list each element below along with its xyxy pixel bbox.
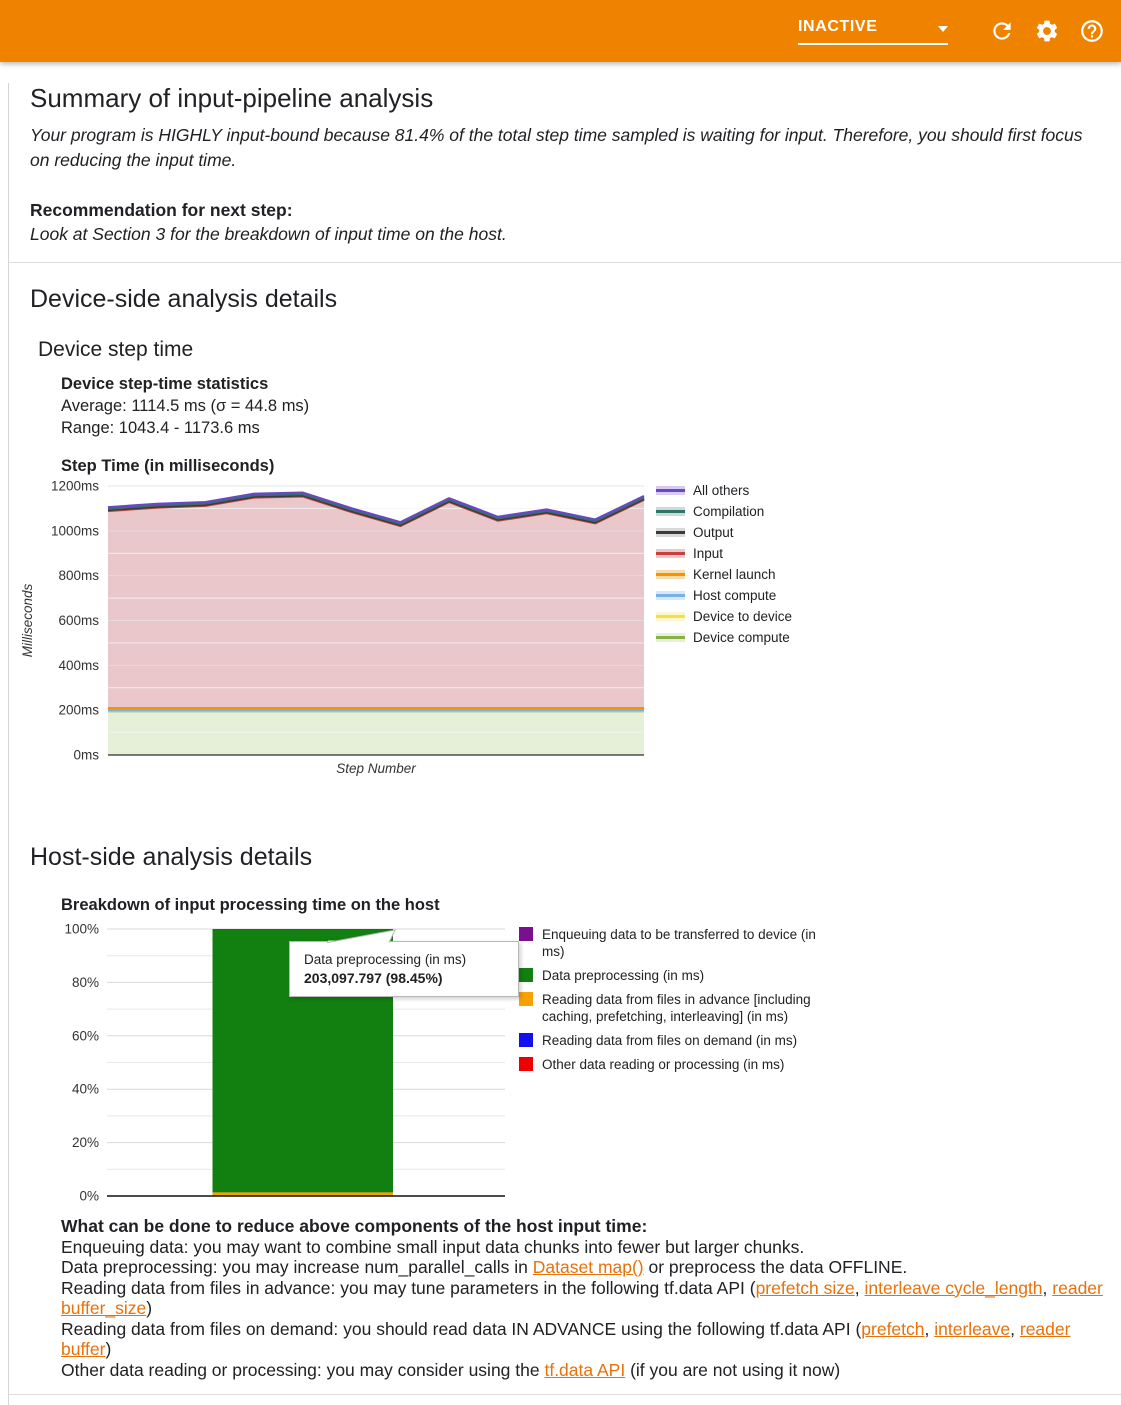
legend-item [519, 1032, 871, 1049]
legend-label: Device to device [693, 609, 792, 624]
legend-item [519, 991, 871, 1025]
advice-link[interactable]: prefetch size [756, 1278, 855, 1298]
host-chart-title: Breakdown of input processing time on the host [61, 896, 1121, 915]
legend-label: Data preprocessing (in ms) [542, 967, 704, 984]
legend-item [656, 588, 792, 603]
legend-item [656, 630, 792, 645]
recommendation-label: Recommendation for next step: [30, 200, 1121, 221]
step-time-svg [18, 478, 656, 778]
legend-swatch [656, 549, 685, 558]
advice-text: ) [105, 1339, 111, 1359]
legend-swatch [656, 528, 685, 537]
legend-item [519, 926, 871, 960]
advice-link[interactable]: tf.data API [544, 1360, 625, 1380]
legend-swatch [519, 1057, 533, 1071]
advice-lines [61, 1237, 1106, 1381]
legend-item [656, 567, 792, 582]
advice-text: or preprocess the data OFFLINE. [644, 1257, 908, 1277]
stats-range: Range: 1043.4 - 1173.6 ms [61, 417, 1121, 439]
advice-text: Reading data from files in advance: you may tune parameters in the following tf.data API ( [61, 1278, 756, 1298]
legend-item [656, 504, 792, 519]
status-dropdown[interactable] [798, 18, 948, 45]
device-section-title: Device-side analysis details [30, 285, 1121, 314]
advice-text: Reading data from files on demand: you should read data IN ADVANCE using the following tf.data API ( [61, 1319, 861, 1339]
advice-link[interactable]: prefetch [861, 1319, 924, 1339]
host-breakdown-chart [59, 919, 1121, 1206]
svg-text:600ms: 600ms [58, 613, 99, 628]
device-step-time-stats [61, 373, 1121, 439]
legend-label: Input [693, 546, 723, 561]
legend-item [656, 609, 792, 624]
advice-text: Enqueuing data: you may want to combine small input data chunks into fewer but larger chunks. [61, 1237, 804, 1257]
legend-swatch [519, 968, 533, 982]
legend-item [519, 967, 871, 984]
svg-text:1200ms: 1200ms [51, 479, 99, 494]
refresh-icon[interactable] [989, 18, 1015, 44]
tooltip-value: 203,097.797 (98.45%) [304, 970, 504, 986]
host-advice [61, 1216, 1106, 1380]
advice-line [61, 1237, 1106, 1258]
legend-label: Reading data from files in advance [including caching, prefetching, interleaving] (in ms) [542, 991, 842, 1025]
advice-line [61, 1257, 1106, 1278]
svg-text:60%: 60% [72, 1028, 99, 1043]
legend-swatch [656, 486, 685, 495]
chart-tooltip [289, 941, 519, 997]
legend-swatch [656, 591, 685, 600]
tooltip-series-name: Data preprocessing (in ms) [304, 952, 504, 967]
svg-text:Milliseconds: Milliseconds [20, 583, 35, 657]
svg-text:80%: 80% [72, 975, 99, 990]
legend-swatch [656, 633, 685, 642]
host-chart-legend [519, 926, 871, 1206]
svg-text:Step Number: Step Number [336, 761, 416, 776]
help-icon[interactable] [1079, 18, 1105, 44]
toolbar [0, 0, 1121, 62]
content-card [8, 83, 1121, 1405]
legend-label: All others [693, 483, 749, 498]
legend-swatch [656, 507, 685, 516]
advice-text: Other data reading or processing: you may consider using the [61, 1360, 544, 1380]
svg-text:200ms: 200ms [58, 703, 99, 718]
legend-swatch [656, 570, 685, 579]
advice-text: , [855, 1278, 865, 1298]
legend-label: Other data reading or processing (in ms) [542, 1056, 784, 1073]
stats-average: Average: 1114.5 ms (σ = 44.8 ms) [61, 395, 1121, 417]
legend-label: Output [693, 525, 734, 540]
legend-label: Compilation [693, 504, 764, 519]
step-time-chart-legend [656, 483, 792, 783]
legend-swatch [656, 612, 685, 621]
svg-text:40%: 40% [72, 1082, 99, 1097]
summary-section [9, 83, 1121, 245]
advice-text: , [1043, 1278, 1053, 1298]
legend-swatch [519, 1033, 533, 1047]
advice-text: Data preprocessing: you may increase num_parallel_calls in [61, 1257, 533, 1277]
advice-link[interactable]: interleave [934, 1319, 1010, 1339]
host-section-title: Host-side analysis details [30, 843, 1121, 872]
stats-title: Device step-time statistics [61, 373, 1121, 395]
device-step-time-title: Device step time [38, 338, 1121, 362]
status-dropdown-value: INACTIVE [798, 18, 877, 36]
svg-text:800ms: 800ms [58, 568, 99, 583]
bottom-divider [9, 1394, 1121, 1405]
advice-link[interactable]: reader buffer_size [61, 1278, 1103, 1319]
svg-text:20%: 20% [72, 1135, 99, 1150]
advice-link[interactable]: reader buffer [61, 1319, 1070, 1360]
svg-text:0%: 0% [79, 1189, 99, 1202]
legend-swatch [519, 927, 533, 941]
advice-line [61, 1319, 1106, 1360]
legend-item [656, 546, 792, 561]
svg-text:1000ms: 1000ms [51, 523, 99, 538]
legend-item [656, 483, 792, 498]
advice-text: , [1010, 1319, 1020, 1339]
svg-text:400ms: 400ms [58, 658, 99, 673]
legend-label: Kernel launch [693, 567, 776, 582]
step-time-chart-title: Step Time (in milliseconds) [61, 457, 1121, 476]
advice-text: , [925, 1319, 935, 1339]
legend-label: Device compute [693, 630, 790, 645]
settings-gear-icon[interactable] [1034, 18, 1060, 44]
advice-link[interactable]: Dataset map() [533, 1257, 644, 1277]
advice-line [61, 1278, 1106, 1319]
summary-body: Your program is HIGHLY input-bound because 81.4% of the total step time sampled is waiting for input. Therefore, you should first focus on reducing the input time. [30, 123, 1092, 173]
legend-label: Reading data from files on demand (in ms) [542, 1032, 797, 1049]
analysis-section [9, 262, 1121, 1380]
advice-text: (if you are not using it now) [625, 1360, 840, 1380]
step-time-chart-plot[interactable] [18, 478, 656, 783]
recommendation-text: Look at Section 3 for the breakdown of input time on the host. [30, 224, 1121, 245]
advice-title: What can be done to reduce above components of the host input time: [61, 1216, 1106, 1237]
summary-title: Summary of input-pipeline analysis [30, 83, 1121, 114]
advice-text: ) [146, 1298, 152, 1318]
legend-label: Enqueuing data to be transferred to device (in ms) [542, 926, 842, 960]
legend-label: Host compute [693, 588, 776, 603]
svg-text:100%: 100% [64, 922, 99, 937]
legend-item [656, 525, 792, 540]
legend-item [519, 1056, 871, 1073]
step-time-chart [18, 478, 1121, 783]
svg-text:0ms: 0ms [73, 748, 99, 763]
legend-swatch [519, 992, 533, 1006]
advice-link[interactable]: interleave cycle_length [865, 1278, 1043, 1298]
chevron-down-icon [938, 26, 948, 32]
